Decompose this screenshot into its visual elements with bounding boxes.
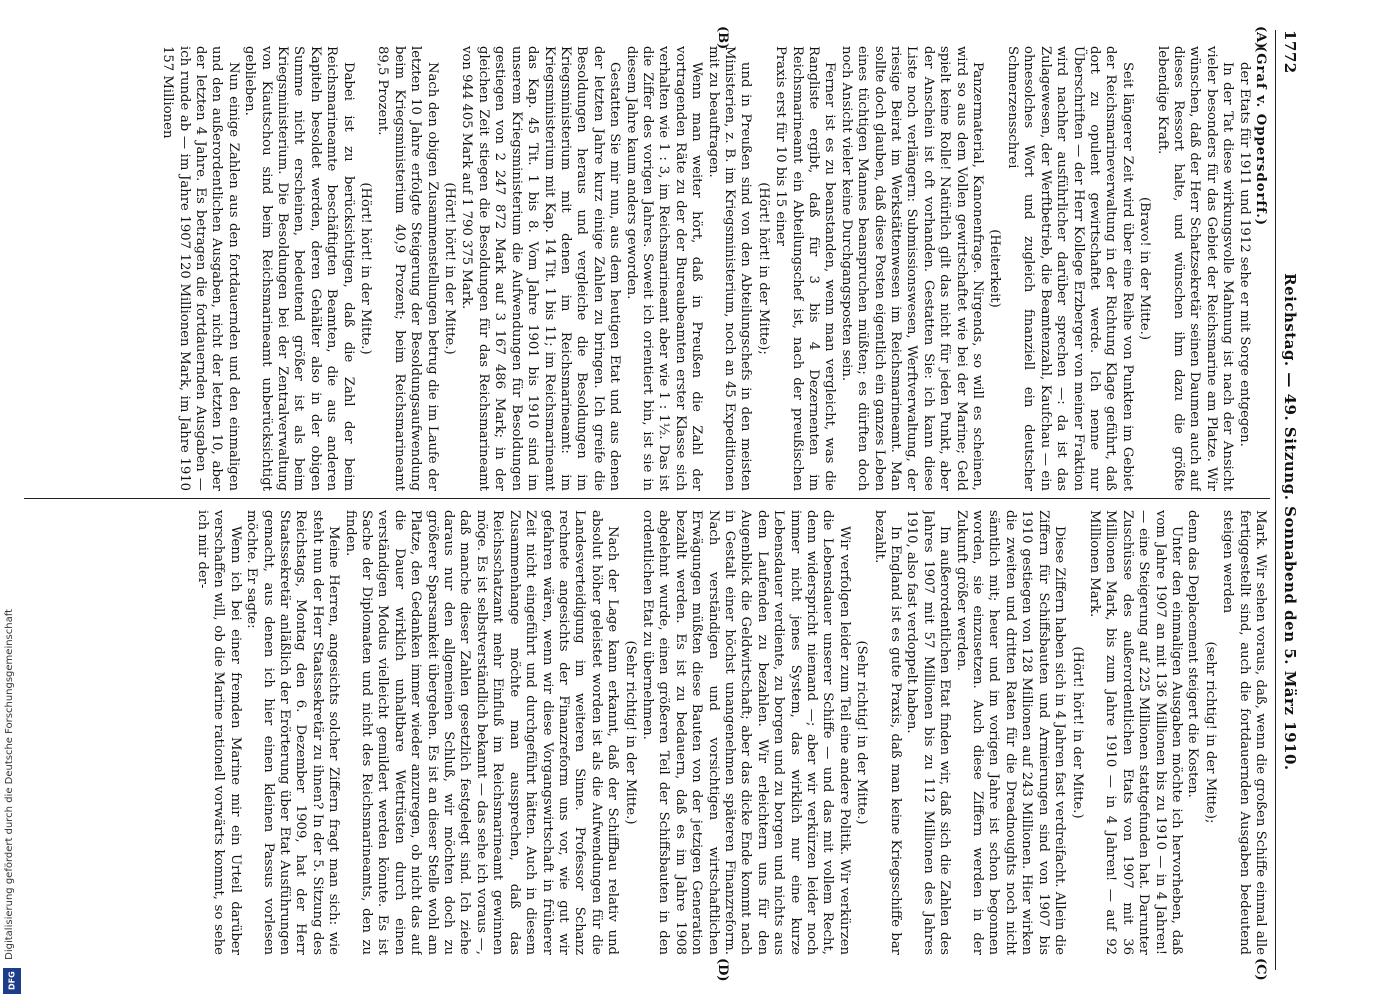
paragraph: Wir verfolgen leider zum Teil eine andere Politik. Wir verkürzen die Lebensdauer unserer Schiffe — und das mit vollem Recht, denn widerspricht niemand —; aber wir verkürzen leider noch immer nicht jenes System, das wirklich nur eine kurze Lebensdauer verdiente, zu borgen und zu borgen und nichts aus dem Laufenden zu bezahlen. Wir erleichtern uns für den Augenblick die Geldwirtschaft; aber das dicke Ende kommt nach in Gestalt einer höchst unangenehmen späteren Finanzreform. Nach verständigen und vorsichtigen wirtschaftlichen Erwägungen müßten diese Bauten von der jetzigen Generation bezahlt werden. Es ist zu bedauern, daß es im Jahre 1908 abgelehnt wurde, einen größeren Teil der Schiffsbauten in den ordentlichen Etat zu übernehmen. bbox=[639, 510, 852, 955]
interjection: (sehr richtig! in der Mitte); bbox=[1202, 641, 1218, 824]
paragraph: In der Tat diese wirkungsvolle Mahnung ist nach der Ansicht vieler besonders für das Gebiet der Reichsmarine am Platze. Wir wünschen, daß der Herr Schatzsekretär seinen Daumen auch auf dieses Ressort halte, und wünschen ihm dazu die größte lebendige Kraft. bbox=[1154, 46, 1236, 491]
paragraph: Im außerordentlichen Etat finden wir, daß sich die Zahlen des Jahres 1907 mit 57 Millionen bis zu 112 Millionen des Jahres 1910, also fast verdoppelt haben. bbox=[904, 510, 953, 955]
interjection: (Hört! hört! in der Mitte.) bbox=[358, 182, 374, 355]
paragraph: und in Preußen sind von den Abteilungschefs in den meisten Ministerien, z. B. im Kriegsministerium, noch an 45 Expeditionen mit zu beauftragen. bbox=[705, 46, 754, 491]
speaker-name: (Graf v. Oppersdorff.) bbox=[1253, 46, 1268, 227]
margin-marker-d: (D) bbox=[715, 958, 730, 982]
paragraph: denn das Deplacement steigert die Kosten. bbox=[1185, 510, 1201, 798]
paragraph: Wenn ich bei einer fremden Marine mir ein Urteil darüber verschaffen will, ob die Marine rationell vorwärts kommt, so sehe ich mir der- bbox=[195, 510, 243, 955]
credit-sidebar bbox=[0, 0, 24, 1000]
paragraph: Nach der Lage kann erkannt, daß der Schiffbau relativ und absolut höher geleistet worden ist als die Aufwendungen für die Landesverteidigung im weiteren Sinne. Professor Schanz rechnete angesichts der Finanzreform uns vor, wie gut wir gefahren wären, wenn wir diese Vorgangswirtschaft in früherer Zeit nicht eingeführt und durchgeführt hätten. Auch in diesem Zusammenhange möchte man aussprechen, daß das Reichsschatzamt mehr Einfluß im Reichsmarineamt gewinnen möge. Es ist selbstverständlich bekannt — das sehe ich voraus —, daß manche dieser Zahlen gesetzlich festgelegt sind. Ich ziehe daraus nur den allgemeinen Schluß, wir möchten doch zu größerer Sparsamkeit übergehen. Es ist an dieser Stelle wohl am Platze, den Gedanken immer wieder anzuregen, ob nicht das auf die Dauer wirklich unhaltbare Wettrüsten durch einen verständigen Modus vielleicht gemildert werden könnte. Es ist Sache der Diplomaten und nicht des Reichsmarineamts, den zu finden. bbox=[342, 510, 621, 955]
credit-text: Digitalisierung gefördert durch die Deutsche Forschungsgemeinschaft bbox=[4, 609, 15, 960]
interjection: (Heiterkeit) bbox=[987, 229, 1003, 308]
paragraph: Unter den einmaligen Ausgaben möchte ich hervorheben, daß vom Jahre 1907 an mit 136 Millionen bis zu 1910 — in 4 Jahren! — eine Steigerung auf 225 Millionen stattgefunden hat. Darunter Zuschüsse des außerordentlichen Etats von 1907 mit 36 Millionen Mark, bis zum Jahre 1910 — in 4 Jahren! — auf 92 Millionen Mark. bbox=[1086, 510, 1184, 955]
margin-marker-c: (C) bbox=[1253, 958, 1268, 981]
page-title: Reichstag. — 49. Sitzung. Sonnabend den 5. März 1910. bbox=[1281, 273, 1299, 771]
paragraph: Meine Herren, angesichts solcher Ziffern fragt man sich: wie steht nun der Herr Staatssekretär zu ihnen? In der 5. Sitzung des Reichstags, Montag den 6. Dezember 1909, hat der Herr Staatssekretär anläßlich der Erörterung über Etat Ausführungen gemacht, aus denen ich hier einen kleinen Passus vorlesen möchte. Er sagte: bbox=[244, 510, 342, 955]
interjection: (Sehr richtig! in der Mitte.) bbox=[854, 640, 870, 825]
paragraph: Seit längerer Zeit wird über eine Reihe von Punkten im Gebiet der Reichsmarineverwaltung in der Richtung Klage geführt, daß dort zu opulent gewirtschaftet werde. Ich nenne nur Überschriften — der Herr Kollege Erzberger von meiner Fraktion wird nachher ausführlicher darüber sprechen —: da ist das Zulagewesen, der Werftbetrieb, die Beamtenzahl, Kaufchau — ein ohnesolches Wort und zugleich finanziell ein deutscher Schmerzensschrei bbox=[1004, 46, 1135, 491]
interjection: (Sehr richtig! in der Mitte.) bbox=[622, 640, 638, 825]
paragraph: Mark. Wir sehen voraus, daß, wenn die großen Schiffe einmal alle fertiggestellt sind, auch die fortdauernden Ausgaben bedeutend steigen werden bbox=[1220, 510, 1268, 955]
interjection: (Bravo! in der Mitte.) bbox=[1137, 197, 1153, 340]
interjection: (Hört! hört! in der Mitte.) bbox=[1069, 646, 1085, 819]
paragraph: Ferner ist es zu beanstanden, wenn man vergleicht, was die Rangliste ergibt, daß für 3 bis 4 Dezernenten im Reichsmarineamt ein Abteilungschef ist, nach der preußischen Praxis erst für 10 bis 15 einer bbox=[773, 46, 838, 491]
right-column bbox=[12, 510, 1268, 955]
paragraph: Nach den obigen Zusammenstellungen betrug die im Laufe der letzten 10 Jahre erfolgte Steigerung der Besoldungsaufwendung beim Kriegsministerium 40,9 Prozent; beim Reichsmarineamt 89,5 Prozent. bbox=[375, 46, 440, 491]
paragraph: Gestatten Sie mir nun, aus dem heutigen Etat und aus denen der letzten Jahre kurz einige Zahlen zu bringen. Ich greife die Besoldungen heraus und vergleiche die Besoldungen im Kriegsministerium mit denen im Reichsmarineamt: im Kriegsministerium mit Kap. 14 Tit. 1 bis 11; im Reichsmarineamt das Kap. 45 Tit. 1 bis 8. Vom Jahre 1901 bis 1910 sind im unserem Kriegsministerium die Aufwendungen für Besoldungen gestiegen von 2 247 872 Mark auf 3 167 486 Mark; in der gleichen Zeit stiegen die Besoldungen für das Reichsmarineamt von 944 405 Mark auf 1 790 375 Mark. bbox=[459, 46, 623, 491]
header-rule bbox=[1275, 30, 1276, 970]
paragraph: Nun einige Zahlen aus den fortdauernden und den einmaligen und den außerordentlichen Ausgaben, nicht der letzten 10, aber der letzten 4 Jahre. Es betragen die fortdauernden Ausgaben — ich runde ab — im Jahre 1907 120 Millionen Mark, im Jahre 1910 157 Millionen bbox=[160, 46, 241, 491]
paragraph: Wenn man weiter hört, daß in Preußen die Zahl der vortragenden Räte zu der der Bureaubeamten erster Klasse sich verhalten wie 1 : 3, im Reichsmarineamt aber wie 1 : 1½. Das ist die Ziffer des vorigen Jahres. Soweit ich orientiert bin, ist sie in diesem Jahre kaum anders geworden. bbox=[623, 46, 705, 491]
page-number: 1772 bbox=[1281, 30, 1299, 74]
margin-marker-a: (A) bbox=[1253, 26, 1268, 49]
column-divider bbox=[12, 498, 1270, 499]
interjection: (Hört! hört! in der Mitte.) bbox=[442, 182, 458, 355]
paragraph: der Etats für 1911 und 1912 sehe er mit Sorge entgegen. bbox=[1236, 62, 1252, 447]
dfg-logo: DFG bbox=[3, 968, 21, 994]
interjection: (Hört! hört! in der Mitte); bbox=[755, 182, 771, 355]
paragraph: Dabei ist zu berücksichtigen, daß die Zahl der beim Reichsmarineamte beschäftigten Beamten, die aus anderen Kapiteln besoldet werden, deren Gehälter also in der obigen Summe nicht erscheinen, bedeutend größer ist als beim Kriegsministerium. Die Besoldungen bei der Zentralverwaltung von Kiautschou sind beim Reichsmarineamt unberücksichtigt geblieben. bbox=[242, 46, 356, 491]
page-header bbox=[1278, 30, 1302, 970]
paragraph: Diese Ziffern haben sich in 4 Jahren fast verdreifacht. Allein die Ziffern für Schiffsbauten und Armierungen sind von 1907 bis 1910 gestiegen von 128 Millionen auf 243 Millionen. Hier wirken die zweiten und dritten Raten für die Dreadnoughts noch nicht sämtlich mit; heuer und im vorigen Jahre ist schon begonnen worden, sie einzusetzen. Auch diese Ziffern werden in der Zukunft größer werden. bbox=[953, 510, 1068, 955]
paragraph: Panzermaterial, Kanonenfrage. Nirgends, so will es scheinen, wird so aus dem Vollen gewirtschaftet wie bei der Marine; Geld spielt keine Rolle! Natürlich gilt das nicht für jeden Punkt, aber der Anschein ist oft vorhanden. Gestatten Sie: ich kann diese Liste noch verlängern: Submissionswesen, Werftverwaltung, der riesige Beirat im Werkstättenwesen im Reichsmarineamt. Man sollte doch glauben, daß diese Posten eigentlich ein ganzes Leben eines tüchtigen Mannes beanspruchen müßten; es dürften doch noch Ansicht vieler keine Durchgangsposten sein. bbox=[838, 46, 986, 491]
left-column bbox=[12, 46, 1268, 491]
paragraph: In England ist es gute Praxis, daß man keine Kriegsschiffe bar bezahlt. bbox=[871, 510, 904, 955]
margin-marker-b: (B) bbox=[715, 26, 730, 50]
